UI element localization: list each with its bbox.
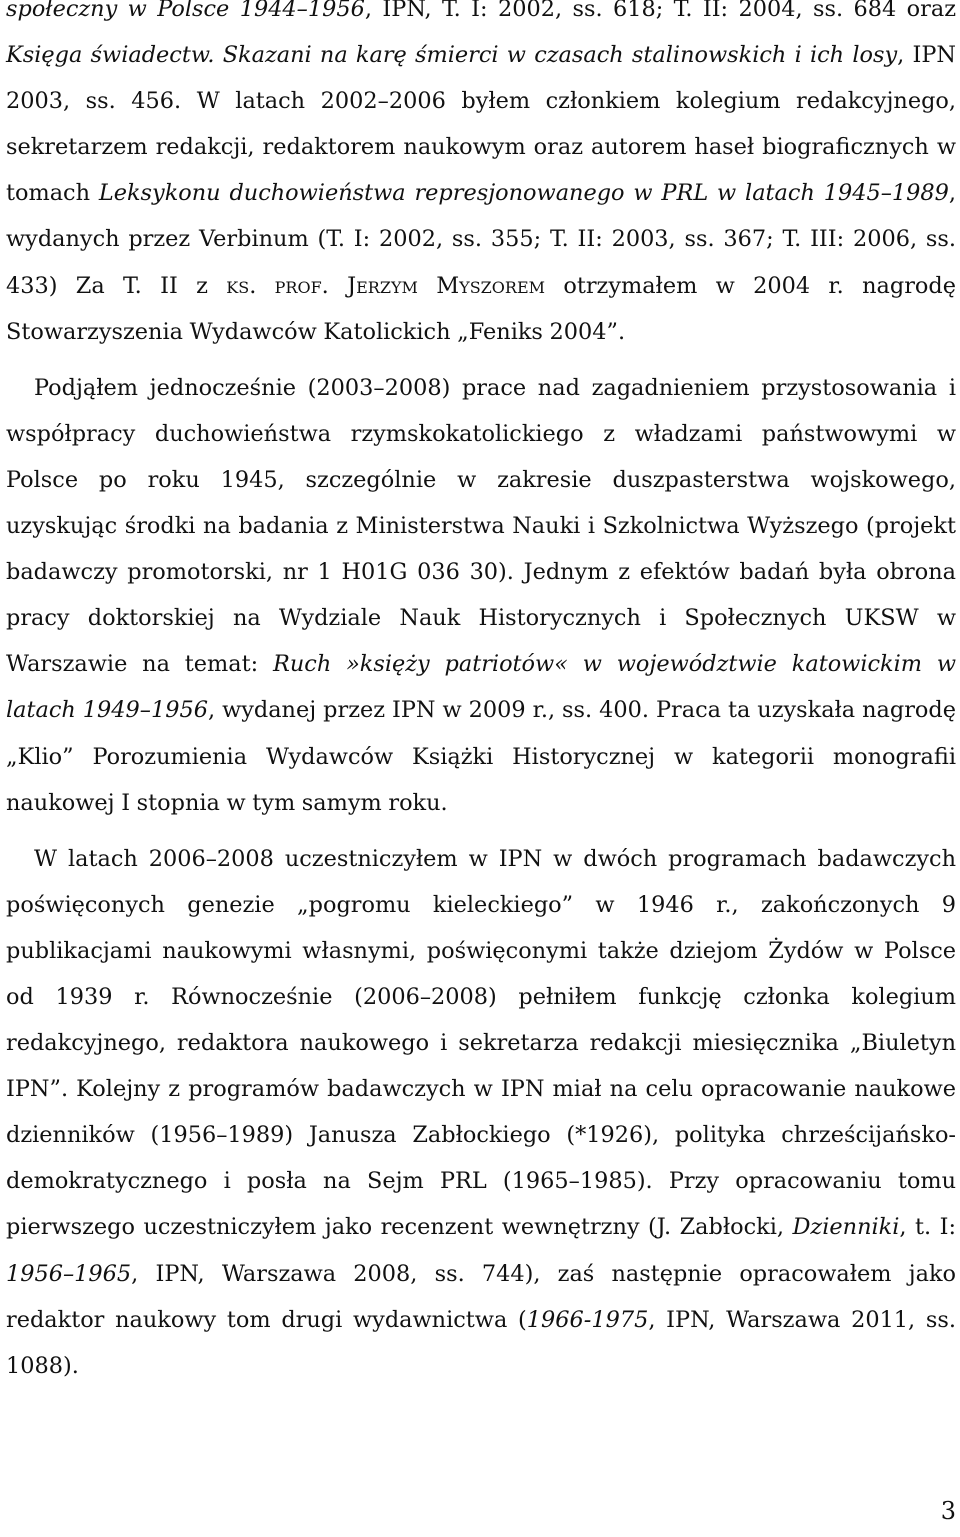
body-text: Podjąłem jednocześnie (2003–2008) prace nad zagadnieniem przystosowania i współpracy duchowieństwa rzymskokatolickiego z władzami państwowymi w Polsce po roku 1945, szczególnie w zakresie duszpasterstwa wojskowego, uzyskując środki na badania z Ministerstwa Nauki i Szkolnictwa Wyższego (projekt badawczy promotorski, nr 1 H01G 036 30). Jednym z efektów badań była obrona pracy doktorskiej na Wydziale Nauk Historycznych i Społecznych UKSW w Warszawie na temat:	[6, 374, 956, 678]
body-text: , IPN, Warszawa 2008, ss. 744), zaś następnie opracowałem jako redaktor naukowy tom drugi wydawnictwa (	[6, 1260, 956, 1333]
body-text: , t. I:	[899, 1214, 956, 1241]
paragraph-publications	[6, 0, 956, 355]
paragraph-doctorate	[6, 365, 956, 826]
thesis-title: Ruch »księży patriotów« w województwie katowickim w latach 1949–1956	[6, 651, 957, 724]
book-title: Księga świadectw. Skazani na karę śmierci w czasach stalinowskich i ich losy	[6, 42, 898, 69]
body-text: , IPN 2003, ss. 456. W latach 2002–2006 byłem członkiem kolegium redakcyjnego, sekretarzem redakcji, redaktorem naukowym oraz autorem haseł biograficznych w tomach	[6, 42, 956, 207]
body-text: , wydanej przez IPN w 2009 r., ss. 400. Praca ta uzyskała nagrodę „Klio” Porozumienia Wydawców Książki Historycznej w kategorii monografii naukowej I stopnia w tym samym roku.	[6, 697, 956, 816]
body-text: , IPN, Warszawa 2011, ss. 1088).	[6, 1306, 956, 1379]
paragraph-research-programs	[6, 836, 956, 1389]
body-text: , wydanych przez Verbinum (T. I: 2002, ss. 355; T. II: 2003, ss. 367; T. III: 2006, ss. 433) Za T. II z	[6, 180, 957, 299]
page-number: 3	[940, 1497, 956, 1525]
volume-title: 1956–1965	[6, 1260, 132, 1287]
person-name: ks. prof. Jerzym Myszorem	[226, 272, 546, 299]
book-title: społeczny w Polsce 1944–1956	[6, 0, 365, 22]
body-text: otrzymałem w 2004 r. nagrodę Stowarzyszenia Wydawców Katolickich „Feniks 2004”.	[6, 272, 956, 345]
book-title: Leksykonu duchowieństwa represjonowanego w PRL w latach 1945–1989	[98, 180, 949, 207]
volume-title: 1966-1975	[526, 1306, 649, 1333]
document-page	[6, 0, 956, 1389]
book-title: Dzienniki	[792, 1214, 900, 1241]
body-text: , IPN, T. I: 2002, ss. 618; T. II: 2004, ss. 684 oraz	[364, 0, 956, 22]
body-text: W latach 2006–2008 uczestniczyłem w IPN w dwóch programach badawczych poświęconych genezie „pogromu kieleckiego” w 1946 r., zakończonych 9 publikacjami naukowymi własnymi, poświęconymi także dziejom Żydów w Polsce od 1939 r. Równocześnie (2006–2008) pełniłem funkcję członka kolegium redakcyjnego, redaktora naukowego i sekretarza redakcji miesięcznika „Biuletyn IPN”. Kolejny z programów badawczych w IPN miał na celu opracowanie naukowe dzienników (1956–1989) Janusza Zabłockiego (*1926), polityka chrześcijańsko-demokratycznego i posła na Sejm PRL (1965–1985). Przy opracowaniu tomu pierwszego uczestniczyłem jako recenzent wewnętrzny (J. Zabłocki,	[6, 845, 956, 1241]
